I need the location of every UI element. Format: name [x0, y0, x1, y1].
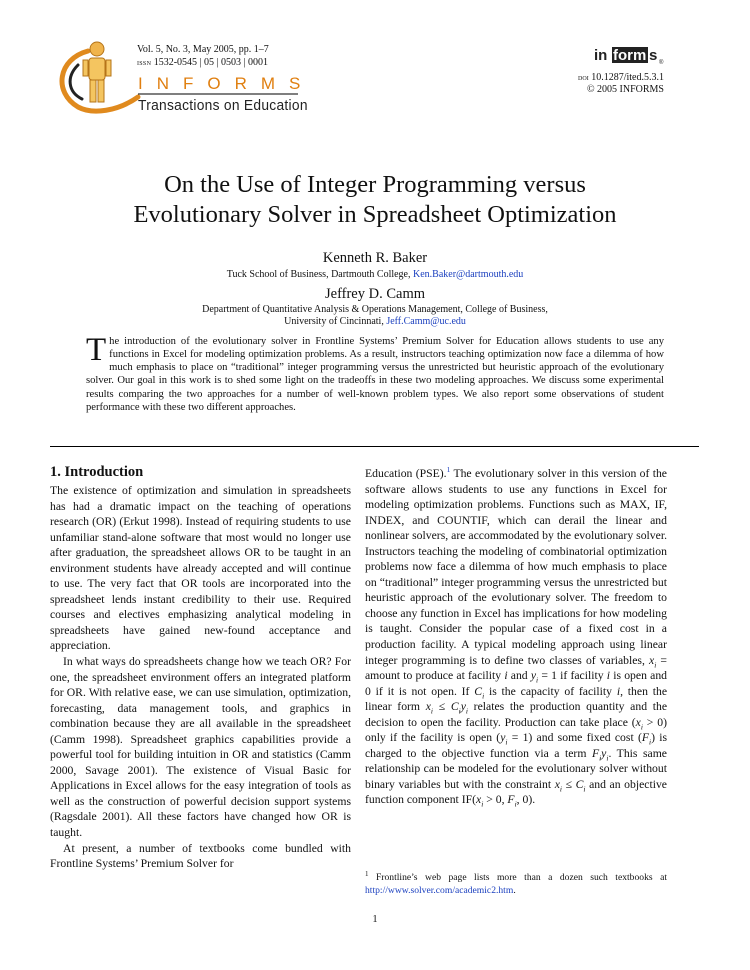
author-affiliation [0, 269, 750, 280]
author-affiliation [0, 316, 750, 327]
journal-name: INFORMS [138, 74, 315, 93]
footnote-url-link[interactable]: http://www.solver.com/academic2.htm [365, 884, 514, 896]
text-run: is open and 0 if it is not open. If [365, 669, 668, 698]
journal-subtitle: Transactions on Education [138, 97, 308, 114]
issn-value: 1532-0545 | 05 | 0503 | 0001 [153, 57, 269, 68]
doi-copyright [578, 71, 664, 96]
body-paragraph: At present, a number of textbooks come bundled with Frontline Systems’ Premium Solver for [50, 841, 351, 871]
body-column-left [50, 463, 351, 872]
svg-text:s: s [649, 47, 658, 64]
text-run: . This same relationship can be modeled for the evolutionary solver without binary variables but with the constraint [365, 746, 667, 791]
section-heading: 1. Introduction [50, 464, 144, 480]
text-run: = amount to produce at facility [365, 653, 668, 683]
svg-text:form: form [613, 47, 647, 64]
author-affiliation: Department of Quantitative Analysis & Operations Management, College of Business, [202, 304, 548, 315]
footnote [365, 869, 667, 897]
text-run: is the capacity of facility [484, 684, 617, 698]
affiliation-text: University of Cincinnati, [284, 316, 387, 327]
text-run: , 0). [516, 793, 536, 807]
text-run: relates the production quantity and the decision to open the facility. Production can take place ( [365, 700, 668, 729]
author-name: Kenneth R. Baker [322, 250, 428, 266]
svg-text:®: ® [659, 60, 664, 66]
title-line-1: On the Use of Integer Programming versus [164, 171, 586, 198]
text-run: Education (PSE). [365, 467, 447, 480]
title-line-2: Evolutionary Solver in Spreadsheet Optimization [133, 201, 617, 228]
issn-label: issn [137, 57, 152, 67]
text-run: , then the linear form [365, 684, 668, 714]
text-run: The evolutionary solver in this version of the software allows students to use any functions in Excel for modeling optimization problems. Functions such as MAX, IF, INDEX, and COUNTIF, which can derail the linear and nonlinear solvers, are accommodated by the evolutionary solver. Instructors teaching the modeling of combinatorial optimization problems now face a dilemma of how much emphasis to place on “traditional” integer programming versus the unrestricted but heuristic approach of the evolutionary solver. The freedom to choose any function in Excel has implications for how modeling is taught. Consider the popular case of a fixed cost in a production facility. A typical modeling approach using linear integer programming is to define two classes of variables, [365, 467, 667, 667]
informs-logo-icon [593, 44, 665, 66]
abstract [86, 332, 664, 414]
divider-rule [50, 446, 699, 447]
affiliation-text: Tuck School of Business, Dartmouth College, [226, 269, 413, 280]
footnote-end: . [513, 884, 516, 896]
body-paragraph: The existence of optimization and simulation in spreadsheets has had a dramatic impact on the teaching of operations research (OR) (Erkut 1998). Instead of requiring students to use unfamiliar stand-alone software that most would no longer use after graduation, the spreadsheet allows OR to be taught in an environment students have already accepted and will continue to use. The very fact that OR tools are incorporated into the spreadsheet lends instant credibility to their use. Required courses and electives emphasizing analytical modeling in spreadsheets have gained new-found acceptance and appreciation. [50, 484, 351, 653]
footnote-mark: 1 [365, 869, 369, 878]
volume-line: Vol. 5, No. 3, May 2005, pp. 1–7 [137, 44, 269, 55]
body-column-right [365, 466, 667, 808]
footnote-text: Frontline’s web page lists more than a dozen such textbooks at [368, 872, 667, 883]
page-number: 1 [372, 914, 378, 925]
text-run: = 1) and some fixed cost ( [507, 731, 642, 745]
doi-line [578, 71, 664, 84]
author-email-link[interactable]: Jeff.Camm@uc.edu [386, 316, 466, 327]
text-run: = 1 if facility [538, 669, 607, 683]
author-name: Jeffrey D. Camm [325, 286, 425, 302]
body-paragraph: In what ways do spreadsheets change how we teach OR? For one, the spreadsheet environment offers an integrated platform for OR. With relative ease, we can use simulation, optimization, forecasting, data management tools, and graphics in combination because they are all available in the spreadsheet (Camm 1998). Spreadsheet graphics capabilities provide a powerful tool for building intuition in OR and statistics (Camm 2000, Savage 2001). The existence of Visual Basic for Applications in Excel allows for the easy integration of tools as well as the construction of powerful decision support systems (Ragsdale 2001). All these factors have changed how OR is taught. [50, 655, 351, 840]
text-run: and [507, 669, 531, 683]
abstract-text: he introduction of the evolutionary solver in Frontline Systems’ Premium Solver for Education allows students to use any functions in Excel for modeling optimization problems. As a result, instructors teaching optimization now face a dilemma of how much emphasis to place on “traditional” integer programming versus the unrestricted but heuristic approach of the evolutionary solver. Our goal in this work is to shed some light on the tradeoffs in these two modeling approaches. We discuss some experimental results comparing the two approaches for a number of well-known problem types. We also report some observations of student performance with these two different approaches. [86, 336, 664, 413]
author-email-link[interactable]: Ken.Baker@dartmouth.edu [413, 269, 524, 280]
copyright-line: © 2005 INFORMS [586, 84, 664, 95]
text-run: > 0, [483, 793, 508, 807]
footnote-ref-link[interactable]: 1 [446, 465, 451, 475]
svg-text:in: in [594, 47, 608, 64]
text-run: ) is charged to the objective function via a term [365, 731, 668, 760]
text-run: > 0) only if the facility is open ( [365, 715, 668, 745]
abstract-dropcap: T [86, 332, 107, 368]
article-title [40, 170, 710, 230]
text-run: and an objective function component IF( [365, 777, 667, 807]
doi-value: 10.1287/ited.5.3.1 [591, 72, 664, 83]
body-paragraph: Education (PSE).$^1$ The evolutionary solver in this version of the software allows students to use any functions in Excel for modeling optimization problems. Functions such as MAX, IF, INDEX, and COUNTIF, which can derail the linear and nonlinear solvers, are accommodated by the evolutionary solver. Instructors teaching the modeling of combinatorial optimization problems now face a dilemma of how much emphasis to place on “traditional” integer programming versus the unrestricted but heuristic approach of the evolutionary solver. The freedom to choose any function in Excel has implications for how modeling is taught. Consider the popular case of a fixed cost in a production facility. A typical modeling approach using linear integer programming is to define two classes of variables, $x_i$ = amount to produce at facility i and $y_i = 1$ if facility i is open and 0 if it is not open. If $C_i$ is the capacity of facility i, then the linear form $x_i \le C_iy_i$ relates the production quantity and the decision to open the facility. Production can take place $(x_i > 0)$ only if the facility is open $(y_i = 1)$ and some fixed cost $(F_i)$ is charged to the objective function via a term $F_iy_i$. This same relationship can be modeled for the evolutionary solver without binary variables but with the constraint $x_i \le C_i$ and an objective function component $IF(x_i > 0$, $F_i$, 0). [365, 465, 668, 809]
doi-label: doi [578, 72, 589, 82]
publisher-logo [593, 44, 665, 66]
